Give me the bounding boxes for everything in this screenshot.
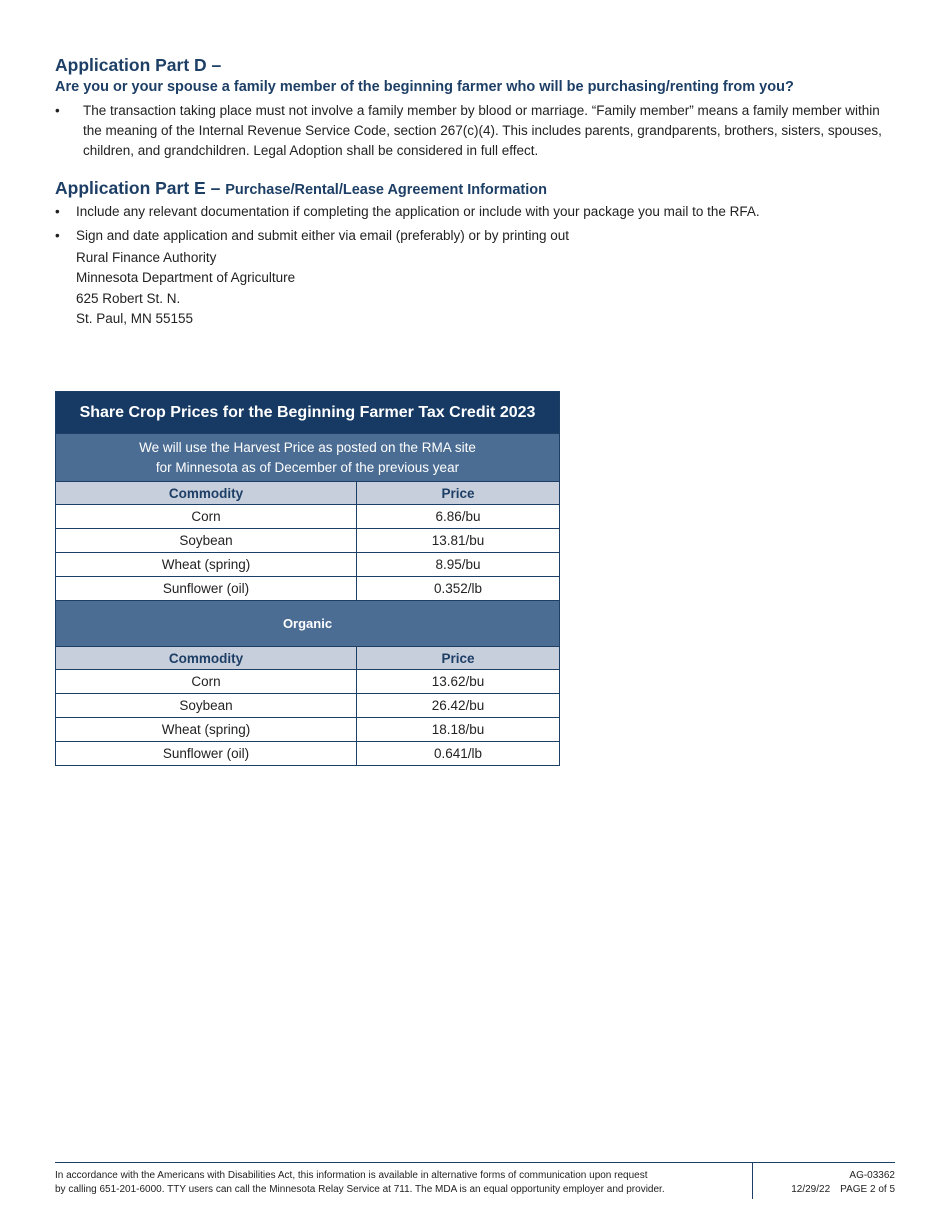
address-line: Minnesota Department of Agriculture [76, 270, 296, 286]
table-note-line: We will use the Harvest Price as posted on the RMA site [139, 440, 476, 455]
address-line: 625 Robert St. N. [76, 290, 181, 306]
bullet-icon: • [55, 103, 60, 118]
price-cell: 26.42/bu [357, 694, 560, 718]
table-row [56, 718, 560, 742]
column-header-commodity: Commodity [56, 647, 357, 670]
commodity-cell: Corn [56, 670, 357, 694]
column-header-price: Price [357, 482, 560, 505]
address-line: Rural Finance Authority [76, 250, 217, 265]
page-footer [55, 1162, 895, 1199]
table-row [56, 742, 560, 766]
part-d-question: Are you or your spouse a family member of the beginning farmer who will be purchasing/renting from you? [55, 79, 794, 95]
ada-notice-line: In accordance with the Americans with Disabilities Act, this information is available in alternative forms of communication upon request [55, 1170, 648, 1181]
price-cell: 0.352/lb [357, 577, 560, 601]
bullet-text: Sign and date application and submit either via email (preferably) or by printing out [76, 228, 570, 243]
table-row [56, 529, 560, 553]
commodity-cell: Wheat (spring) [56, 553, 357, 577]
bullet-item [55, 226, 897, 246]
part-e-title: Application Part E – [55, 178, 221, 198]
share-crop-prices-table [55, 391, 560, 766]
table-row [56, 670, 560, 694]
part-d-heading: Application Part D – [55, 55, 222, 75]
table-header-row [56, 647, 560, 670]
table-row [56, 553, 560, 577]
part-e-subtitle: Purchase/Rental/Lease Agreement Information [225, 182, 547, 198]
table-row [56, 694, 560, 718]
form-date: 12/29/22 [791, 1184, 831, 1195]
table-row [56, 577, 560, 601]
footer-divider [752, 1163, 753, 1199]
price-cell: 13.62/bu [357, 670, 560, 694]
table-note [56, 434, 560, 482]
bullet-item [55, 202, 897, 222]
commodity-cell: Soybean [56, 694, 357, 718]
table-title: Share Crop Prices for the Beginning Farmer Tax Credit 2023 [56, 392, 560, 434]
ada-notice-line: by calling 651-201-6000. TTY users can call the Minnesota Relay Service at 711. The MDA is an equal opportunity employer and provider. [55, 1184, 665, 1195]
part-e-heading [55, 177, 897, 201]
commodity-cell: Corn [56, 505, 357, 529]
price-cell: 8.95/bu [357, 553, 560, 577]
table-header-row [56, 482, 560, 505]
price-cell: 13.81/bu [357, 529, 560, 553]
commodity-cell: Sunflower (oil) [56, 742, 357, 766]
address-line: St. Paul, MN 55155 [76, 311, 194, 327]
bullet-text: The transaction taking place must not involve a family member by blood or marriage. “Family member” means a family member within the meaning of the Internal Revenue Service Code, section 267(c)(4). This includes parents, grandparents, brothers, sisters, spouses, children, and grandchildren. Legal Adoption shall be considered in full effect. [83, 103, 882, 158]
page-content [55, 54, 897, 330]
column-header-commodity: Commodity [56, 482, 357, 505]
part-d-bullets [55, 101, 897, 161]
commodity-cell: Soybean [56, 529, 357, 553]
organic-section-header: Organic [56, 601, 560, 647]
page-number: PAGE 2 of 5 [840, 1184, 895, 1195]
ada-notice [55, 1169, 745, 1197]
part-e-bullets [55, 202, 897, 246]
bullet-icon: • [55, 228, 60, 243]
bullet-icon: • [55, 204, 60, 219]
part-d-section [55, 54, 897, 161]
bullet-text: Include any relevant documentation if completing the application or include with your package you mail to the RFA. [76, 204, 760, 219]
form-info [791, 1169, 895, 1197]
commodity-cell: Wheat (spring) [56, 718, 357, 742]
table-row [56, 505, 560, 529]
bullet-item [55, 101, 897, 161]
price-cell: 18.18/bu [357, 718, 560, 742]
price-cell: 0.641/lb [357, 742, 560, 766]
price-cell: 6.86/bu [357, 505, 560, 529]
form-number: AG-03362 [849, 1170, 895, 1181]
commodity-cell: Sunflower (oil) [56, 577, 357, 601]
table-note-line: for Minnesota as of December of the previous year [155, 459, 460, 475]
mailing-address [55, 248, 897, 330]
column-header-price: Price [357, 647, 560, 670]
part-e-section [55, 177, 897, 330]
